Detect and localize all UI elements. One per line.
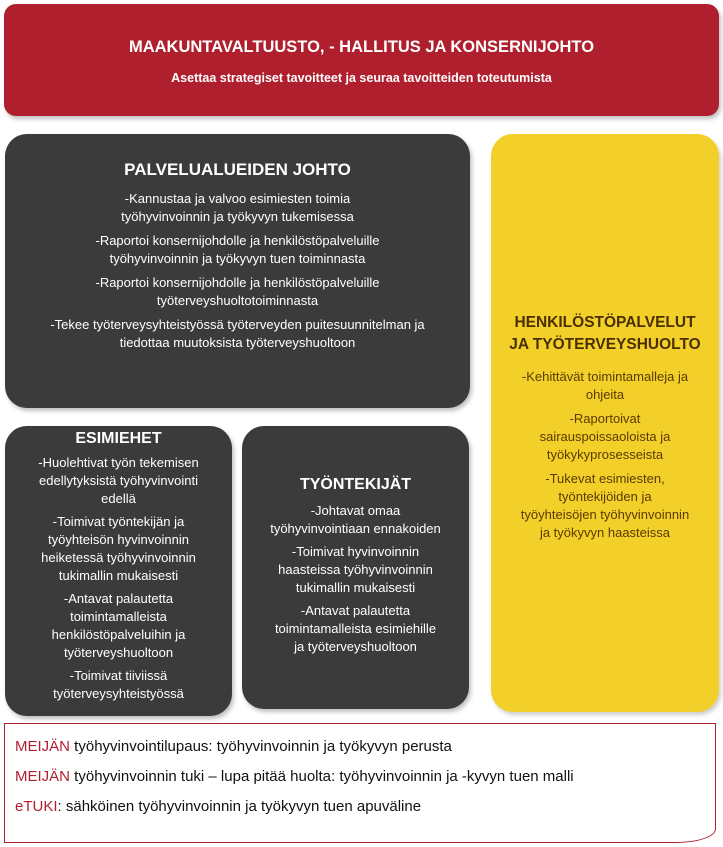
employees-item-line: -Antavat palautetta	[300, 603, 411, 618]
service-area-item-line: työterveyshuoltotoiminnasta	[156, 293, 319, 308]
employees-box	[242, 426, 469, 709]
supervisors-item-line: työyhteisön hyvinvoinnin	[48, 532, 189, 547]
hr-occupational-health-box	[491, 134, 719, 712]
employees-title: TYÖNTEKIJÄT	[299, 476, 412, 493]
hr-item-1	[499, 368, 711, 404]
employees-item-1	[248, 502, 463, 538]
supervisors-item-line: edellytyksistä työhyvinvointi	[39, 473, 198, 488]
footer-box	[4, 723, 716, 843]
supervisors-item-line: -Antavat palautetta	[63, 591, 174, 606]
supervisors-item-line: -Huolehtivat työn tekemisen	[38, 455, 199, 470]
employees-item-line: tukimallin mukaisesti	[295, 580, 416, 595]
employees-item-line: ja työterveyshuoltoon	[294, 639, 417, 654]
service-area-item-line: -Tekee työterveysyhteistyössä työterveyden puitesuunnitelman ja	[50, 317, 425, 332]
supervisors-item-line: edellä	[101, 491, 136, 506]
supervisors-item-line: työterveysyhteistyössä	[53, 686, 184, 701]
employees-item-line: toimintamalleista esimiehille	[274, 621, 437, 636]
service-area-item-line: -Raportoi konsernijohdolle ja henkilöstöpalveluille	[95, 233, 380, 248]
service-area-item-4	[15, 316, 460, 352]
hr-item-line: -Tukevat esimiesten,	[545, 471, 665, 486]
service-area-item-3	[15, 274, 460, 310]
supervisors-item-3	[11, 590, 226, 662]
supervisors-item-line: toimintamalleista	[70, 609, 167, 624]
service-area-item-line: tiedottaa muutoksista työterveyshuoltoon	[119, 335, 356, 350]
footer-line-support-model: MEIJÄN työhyvinvoinnin tuki – lupa pitää huolta: työhyvinvoinnin ja -kyvyn tuen malli	[15, 768, 574, 785]
service-area-item-line: -Raportoi konsernijohdolle ja henkilöstöpalveluille	[95, 275, 380, 290]
supervisors-item-line: henkilöstöpalveluihin ja	[51, 627, 186, 642]
council-box	[4, 4, 719, 116]
council-title: MAAKUNTAVALTUUSTO, - HALLITUS JA KONSERNIJOHTO	[128, 38, 595, 56]
hr-item-line: -Kehittävät toimintamalleja ja	[521, 369, 689, 384]
hr-item-2	[499, 410, 711, 464]
council-subtitle: Asettaa strategiset tavoitteet ja seuraa tavoitteiden toteutumista	[171, 71, 552, 85]
hr-item-line: työntekijöiden ja	[558, 489, 652, 504]
service-area-item-line: työhyvinvoinnin ja työkyvyn tukemisessa	[121, 209, 354, 224]
supervisors-title: ESIMIEHET	[75, 430, 162, 447]
footer-line-etuki: eTUKI: sähköinen työhyvinvoinnin ja työkyvyn tuen apuväline	[15, 798, 422, 815]
employees-item-line: -Toimivat hyvinvoinnin	[291, 544, 420, 559]
hr-item-line: -Raportoivat	[569, 411, 641, 426]
service-area-item-line: -Kannustaa ja valvoo esimiesten toimia	[124, 191, 351, 206]
hr-item-3	[499, 470, 711, 542]
hr-item-line: sairauspoissaoloista ja	[539, 429, 671, 444]
employees-item-line: työhyvinvointiaan ennakoiden	[270, 521, 441, 536]
footer-line-promise: MEIJÄN työhyvinvointilupaus: työhyvinvoinnin ja työkyvyn perusta	[15, 738, 452, 755]
hr-item-line: työyhteisöjen työhyvinvoinnin	[520, 507, 690, 522]
supervisors-box	[5, 426, 232, 716]
service-area-management-box	[5, 134, 470, 408]
employees-item-line: haasteissa työhyvinvoinnin	[278, 562, 433, 577]
hr-item-line: työkykyprosesseista	[546, 447, 664, 462]
supervisors-item-4	[11, 667, 226, 703]
hr-occupational-health-title: HENKILÖSTÖPALVELUT JA TYÖTERVEYSHUOLTO	[509, 314, 701, 353]
service-area-management-title: PALVELUALUEIDEN JOHTO	[124, 160, 351, 179]
employees-item-2	[248, 543, 463, 597]
supervisors-item-1	[11, 454, 226, 508]
service-area-item-2	[15, 232, 460, 268]
hr-item-line: ja työkyvyn haasteissa	[539, 525, 671, 540]
employees-item-line: -Johtavat omaa	[310, 503, 401, 518]
supervisors-item-line: heiketessä työhyvinvoinnin	[41, 550, 196, 565]
service-area-item-line: työhyvinvoinnin ja työkyvyn tuen toiminnasta	[109, 251, 366, 266]
supervisors-item-line: -Toimivat työntekijän ja	[52, 514, 185, 529]
employees-item-3	[248, 602, 463, 656]
service-area-item-1	[15, 190, 460, 226]
supervisors-item-line: tukimallin mukaisesti	[58, 568, 179, 583]
supervisors-item-2	[11, 513, 226, 585]
hr-item-line: ohjeita	[585, 387, 625, 402]
supervisors-item-line: -Toimivat tiiviissä	[69, 668, 168, 683]
supervisors-item-line: työterveyshuoltoon	[63, 645, 174, 660]
